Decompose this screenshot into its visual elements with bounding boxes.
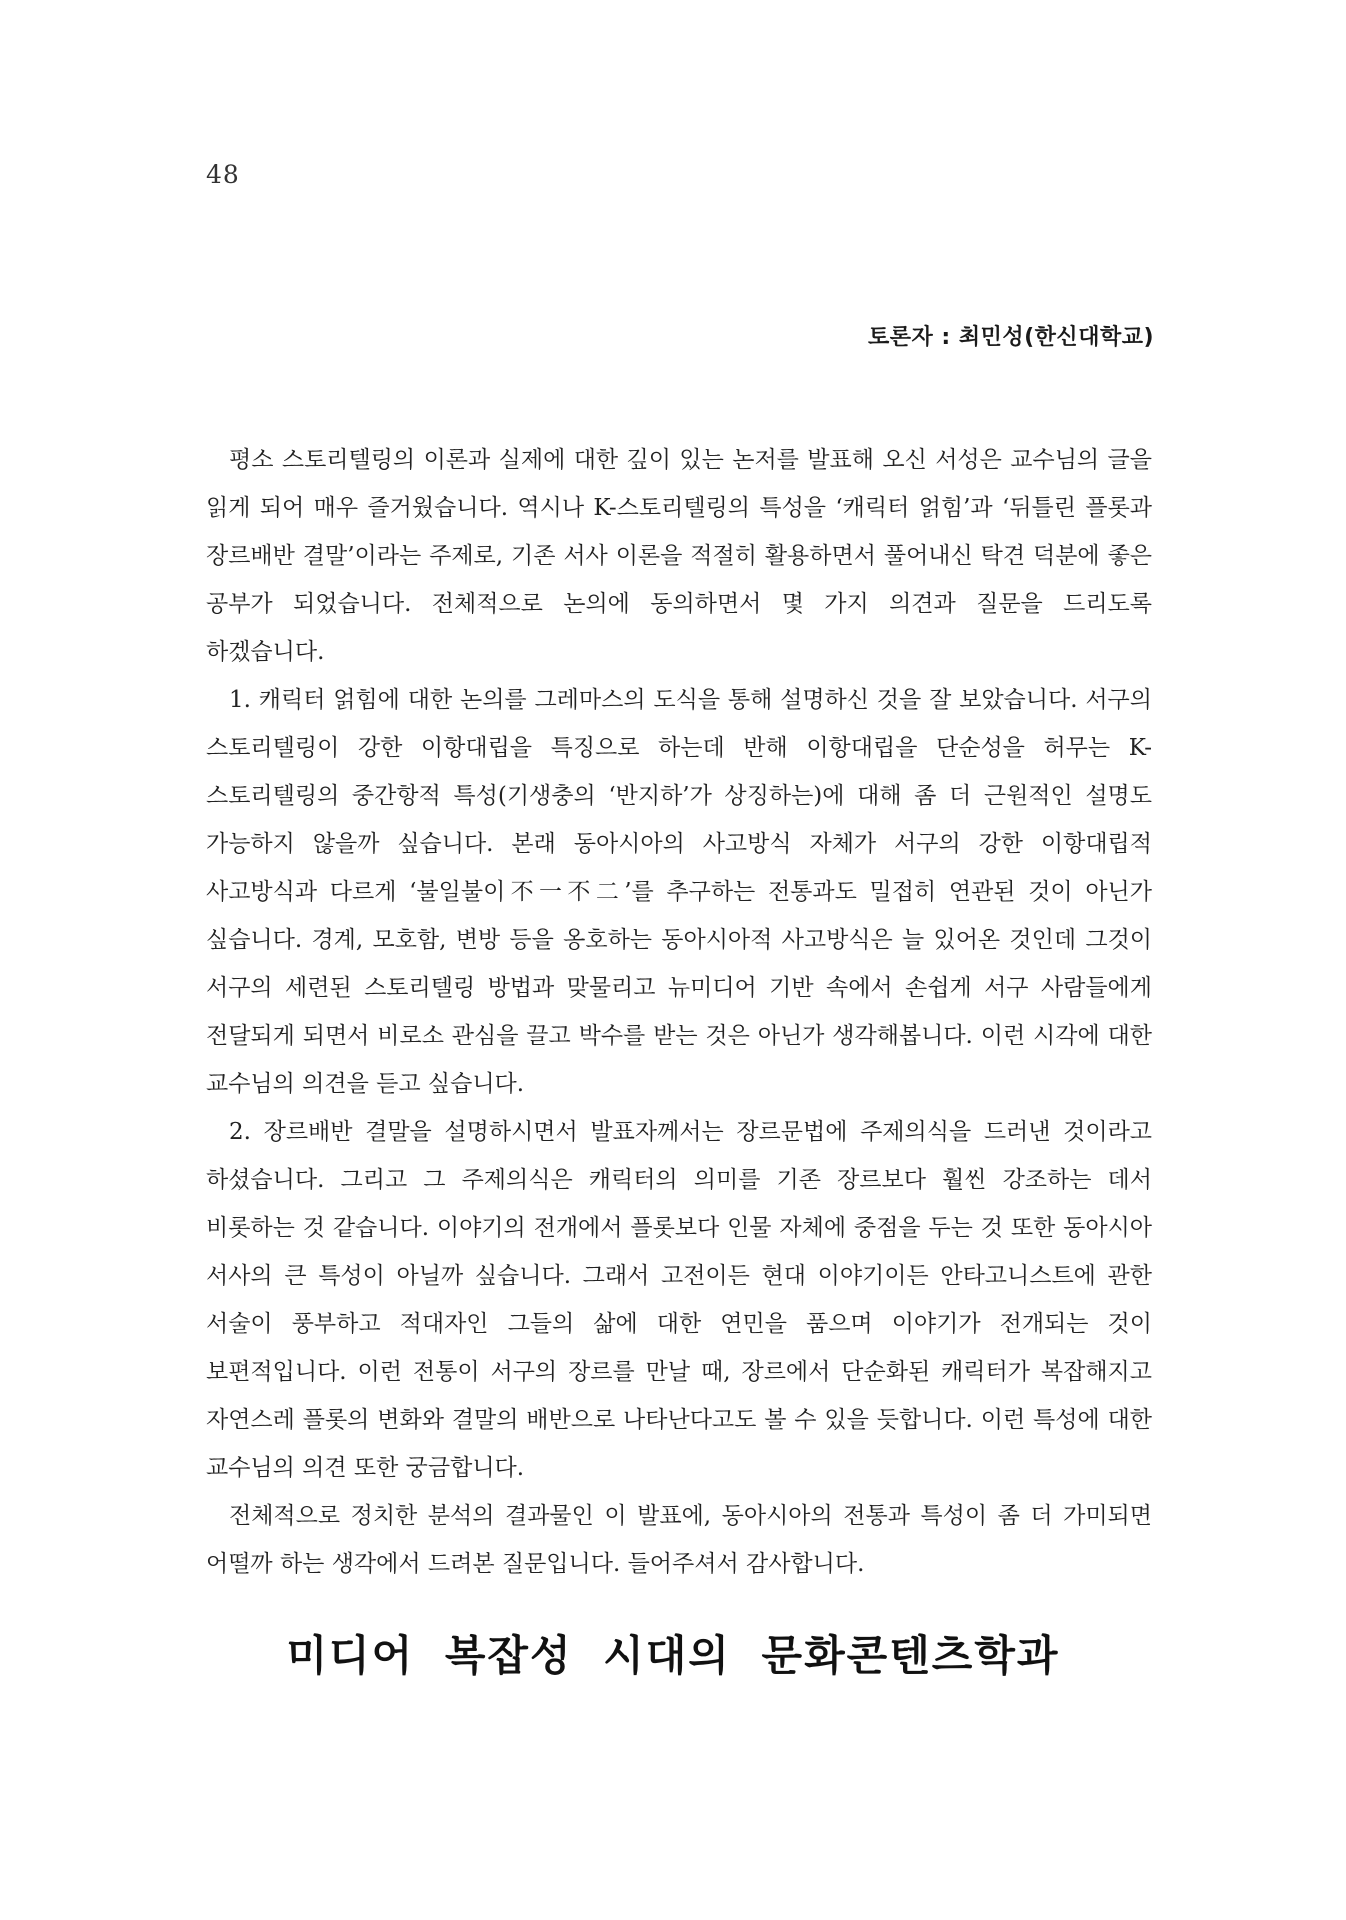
paragraph-question-1: 1. 캐릭터 얽힘에 대한 논의를 그레마스의 도식을 통해 설명하신 것을 잘 보았습니다. 서구의 스토리텔링이 강한 이항대립을 특징으로 하는데 반해 이항대립을 단순성을 허무는 K-스토리텔링의 중간항적 특성(기생충의 ‘반지하’가 상징하는)에 대해 좀 더 근원적인 설명도 가능하지 않을까 싶습니다. 본래 동아시아의 사고방식 자체가 서구의 강한 이항대립적 사고방식과 다르게 ‘불일불이不一不二’를 추구하는 전통과도 밀접히 연관된 것이 아닌가 싶습니다. 경계, 모호함, 변방 등을 옹호하는 동아시아적 사고방식은 늘 있어온 것인데 그것이 서구의 세련된 스토리텔링 방법과 맞물리고 뉴미디어 기반 속에서 손쉽게 서구 사람들에게 전달되게 되면서 비로소 관심을 끌고 박수를 받는 것은 아닌가 생각해봅니다. 이런 시각에 대한 교수님의 의견을 듣고 싶습니다.: [206, 687, 1152, 1097]
body-text: [206, 436, 1152, 1588]
paragraph-closing: 전체적으로 정치한 분석의 결과물인 이 발표에, 동아시아의 전통과 특성이 좀 더 가미되면 어떨까 하는 생각에서 드려본 질문입니다. 들어주셔서 감사합니다.: [206, 1503, 1152, 1577]
paragraph-question-2: 2. 장르배반 결말을 설명하시면서 발표자께서는 장르문법에 주제의식을 드러낸 것이라고 하셨습니다. 그리고 그 주제의식은 캐릭터의 의미를 기존 장르보다 훨씬 강조하는 데서 비롯하는 것 같습니다. 이야기의 전개에서 플롯보다 인물 자체에 중점을 두는 것 또한 동아시아 서사의 큰 특성이 아닐까 싶습니다. 그래서 고전이든 현대 이야기이든 안타고니스트에 관한 서술이 풍부하고 적대자인 그들의 삶에 대한 연민을 품으며 이야기가 전개되는 것이 보편적입니다. 이런 전통이 서구의 장르를 만날 때, 장르에서 단순화된 캐릭터가 복잡해지고 자연스레 플롯의 변화와 결말의 배반으로 나타난다고도 볼 수 있을 듯합니다. 이런 특성에 대한 교수님의 의견 또한 궁금합니다.: [206, 1119, 1152, 1481]
page-number: 48: [206, 160, 240, 189]
discussant-credit: 토론자 : 최민성(한신대학교): [868, 325, 1154, 350]
paragraph-intro: 평소 스토리텔링의 이론과 실제에 대한 깊이 있는 논저를 발표해 오신 서성은 교수님의 글을 읽게 되어 매우 즐거웠습니다. 역시나 K-스토리텔링의 특성을 ‘캐릭터 얽힘’과 ‘뒤틀린 플롯과 장르배반 결말’이라는 주제로, 기존 서사 이론을 적절히 활용하면서 풀어내신 탁견 덕분에 좋은 공부가 되었습니다. 전체적으로 논의에 동의하면서 몇 가지 의견과 질문을 드리도록 하겠습니다.: [206, 447, 1152, 665]
footer-title: 미디어 복잡성 시대의 문화콘텐츠학과: [286, 1631, 1060, 1680]
